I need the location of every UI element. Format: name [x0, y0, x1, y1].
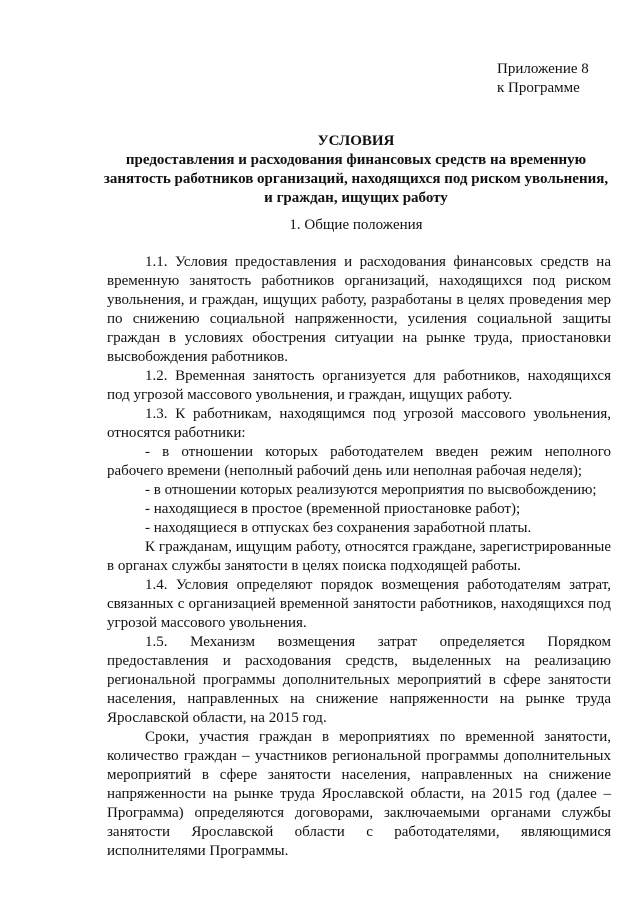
- document-title: [100, 132, 612, 208]
- list-item: - в отношении которых реализуются мероприятия по высвобождению;: [145, 482, 597, 498]
- document-body: [107, 253, 611, 861]
- paragraph-1-4: 1.4. Условия определяют порядок возмещения работодателям затрат, связанных с организацией временной занятости работников, находящихся под угрозой массового увольнения.: [107, 577, 611, 631]
- paragraph-1-2: 1.2. Временная занятость организуется для работников, находящихся под угрозой массового увольнения, и граждан, ищущих работу.: [107, 368, 611, 403]
- title-main: УСЛОВИЯ: [317, 133, 395, 149]
- list-item: - находящиеся в простое (временной приостановке работ);: [145, 501, 521, 517]
- title-subtitle: предоставления и расходования финансовых средств на временную занятость работников организаций, находящихся под риском увольнения, и граждан, ищущих работу: [103, 152, 609, 206]
- paragraph-terms: Сроки, участия граждан в мероприятиях по временной занятости, количество граждан – участников региональной программы дополнительных мероприятий в сфере занятости населения, направленных на снижение напряженности на рынке труда Ярославской области, на 2015 год (далее – Программа) определяются договорами, заключаемыми органами службы занятости Ярославской области с работодателями, являющимися исполнителями Программы.: [107, 729, 611, 859]
- appendix-line-1: Приложение 8: [497, 61, 589, 77]
- paragraph-1-5: 1.5. Механизм возмещения затрат определяется Порядком предоставления и расходования средств, выделенных на реализацию региональной программы дополнительных мероприятий в сфере занятости населения, направленных на снижение напряженности на рынке труда Ярославской области, на 2015 год.: [107, 634, 611, 726]
- appendix-line-2: к Программе: [497, 80, 580, 96]
- paragraph-job-seekers: К гражданам, ищущим работу, относятся граждане, зарегистрированные в органах службы занятости в целях поиска подходящей работы.: [107, 539, 611, 574]
- appendix-note: [497, 60, 589, 98]
- section-heading: 1. Общие положения: [289, 217, 423, 233]
- list-item: - в отношении которых работодателем введен режим неполного рабочего времени (неполный рабочий день или неполная рабочая неделя);: [107, 444, 611, 479]
- paragraph-1-1: 1.1. Условия предоставления и расходования финансовых средств на временную занятость работников организаций, находящихся под риском увольнения, и граждан, ищущих работу, разработаны в целях проведения мер по снижению социальной напряженности, усиления социальной защиты граждан в условиях обострения ситуации на рынке труда, приостановки высвобождения работников.: [107, 254, 611, 365]
- list-item: - находящиеся в отпусках без сохранения заработной платы.: [145, 520, 532, 536]
- paragraph-1-3: 1.3. К работникам, находящимся под угрозой массового увольнения, относятся работники:: [107, 406, 611, 441]
